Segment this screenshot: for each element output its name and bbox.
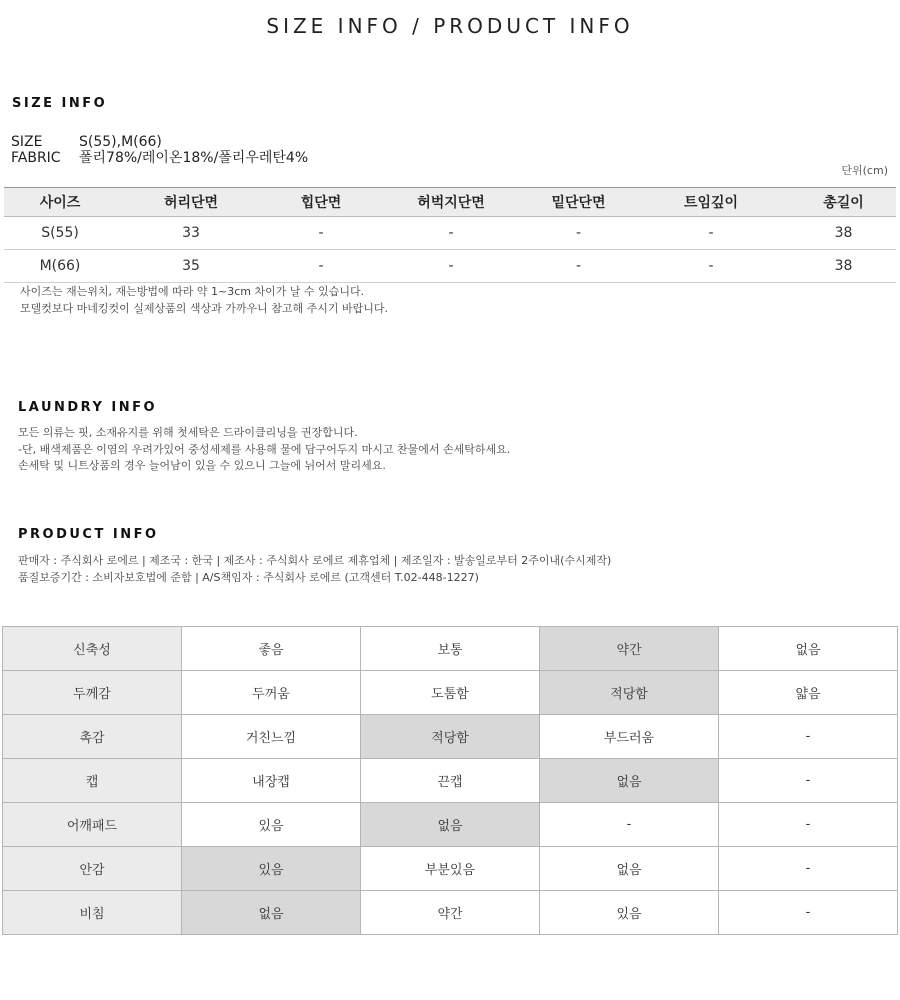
size-info-heading: SIZE INFO (12, 96, 108, 111)
table-cell: - (376, 250, 526, 283)
quality-option: 끈캡 (361, 759, 540, 803)
table-cell: S(55) (4, 217, 116, 250)
table-cell: - (631, 250, 791, 283)
quality-option-selected: 약간 (540, 627, 719, 671)
quality-option: - (719, 803, 898, 847)
quality-option: 있음 (182, 803, 361, 847)
header-cell: 밑단단면 (526, 188, 631, 217)
quality-row (3, 715, 898, 759)
quality-label: 캡 (3, 759, 182, 803)
table-cell: 35 (116, 250, 266, 283)
quality-option: - (540, 803, 719, 847)
product-line: 판매자 : 주식회사 로에르 | 제조국 : 한국 | 제조사 : 주식회사 로에르 제휴업체 | 제조일자 : 발송일로부터 2주이내(수시제작) (18, 554, 612, 567)
header-cell: 총길이 (791, 188, 896, 217)
table-cell: - (376, 217, 526, 250)
laundry-line: 손세탁 및 니트상품의 경우 늘어남이 있을 수 있으니 그늘에 뉘어서 말리세요. (18, 459, 386, 472)
table-cell: - (266, 217, 376, 250)
quality-option: 약간 (361, 891, 540, 935)
table-cell: M(66) (4, 250, 116, 283)
laundry-line: 모든 의류는 핏, 소재유지를 위해 첫세탁은 드라이클리닝을 권장합니다. (18, 426, 358, 439)
laundry-info-heading: LAUNDRY INFO (18, 400, 158, 415)
quality-option: 부드러움 (540, 715, 719, 759)
quality-option: 내장캡 (182, 759, 361, 803)
quality-row (3, 847, 898, 891)
quality-option: 있음 (540, 891, 719, 935)
quality-option-selected: 없음 (540, 759, 719, 803)
table-cell: - (266, 250, 376, 283)
header-cell: 힙단면 (266, 188, 376, 217)
unit-label: 단위(cm) (841, 164, 888, 177)
table-cell: - (526, 217, 631, 250)
quality-table (2, 626, 898, 935)
size-note-line: 사이즈는 재는위치, 재는방법에 따라 약 1~3cm 차이가 날 수 있습니다. (20, 285, 365, 298)
quality-label: 안감 (3, 847, 182, 891)
quality-option: - (719, 715, 898, 759)
quality-label: 신축성 (3, 627, 182, 671)
quality-option-selected: 적당함 (540, 671, 719, 715)
quality-label: 어깨패드 (3, 803, 182, 847)
quality-row (3, 627, 898, 671)
size-notes (20, 284, 388, 317)
page-title: SIZE INFO / PRODUCT INFO (266, 14, 634, 38)
quality-label: 촉감 (3, 715, 182, 759)
table-row (4, 250, 896, 283)
quality-option: 부분있음 (361, 847, 540, 891)
quality-option: 거친느낌 (182, 715, 361, 759)
size-spec-row (11, 134, 162, 151)
header-cell: 허벅지단면 (376, 188, 526, 217)
table-cell: 38 (791, 250, 896, 283)
quality-option: - (719, 759, 898, 803)
quality-option: 없음 (540, 847, 719, 891)
header-cell: 사이즈 (4, 188, 116, 217)
table-cell: - (526, 250, 631, 283)
size-table-header-row (4, 188, 896, 217)
quality-row (3, 759, 898, 803)
size-note-line: 모델컷보다 마네킹컷이 실제상품의 색상과 가까우니 참고해 주시기 바랍니다. (20, 301, 389, 315)
quality-label: 두께감 (3, 671, 182, 715)
quality-row (3, 671, 898, 715)
quality-option: 보통 (361, 627, 540, 671)
product-notes (18, 553, 611, 586)
quality-option: 없음 (719, 627, 898, 671)
quality-row (3, 803, 898, 847)
quality-option-selected: 없음 (182, 891, 361, 935)
fabric-value: 폴리78%/레이온18%/폴리우레탄4% (79, 150, 309, 166)
size-table (4, 187, 896, 283)
product-line: 품질보증기간 : 소비자보호법에 준함 | A/S책임자 : 주식회사 로에르 (고객센터 T.02-448-1227) (18, 570, 479, 584)
table-cell: - (631, 217, 791, 250)
laundry-line: -단, 배색제품은 이염의 우려가있어 중성세제를 사용해 물에 담구어두지 마시고 찬물에서 손세탁하세요. (18, 442, 511, 456)
quality-option: - (719, 891, 898, 935)
quality-option: 얇음 (719, 671, 898, 715)
header-cell: 허리단면 (116, 188, 266, 217)
quality-option: 두꺼움 (182, 671, 361, 715)
quality-option-selected: 적당함 (361, 715, 540, 759)
fabric-key: FABRIC (11, 150, 61, 166)
quality-option: - (719, 847, 898, 891)
fabric-spec-row (11, 150, 308, 167)
quality-label: 비침 (3, 891, 182, 935)
table-cell: 33 (116, 217, 266, 250)
quality-option: 좋음 (182, 627, 361, 671)
laundry-notes (18, 425, 510, 475)
size-value: S(55),M(66) (79, 134, 162, 150)
quality-option-selected: 없음 (361, 803, 540, 847)
product-info-heading: PRODUCT INFO (18, 527, 159, 542)
table-cell: 38 (791, 217, 896, 250)
header-cell: 트임깊이 (631, 188, 791, 217)
quality-row (3, 891, 898, 935)
quality-option-selected: 있음 (182, 847, 361, 891)
table-row (4, 217, 896, 250)
quality-option: 도톰함 (361, 671, 540, 715)
size-key: SIZE (11, 134, 43, 150)
